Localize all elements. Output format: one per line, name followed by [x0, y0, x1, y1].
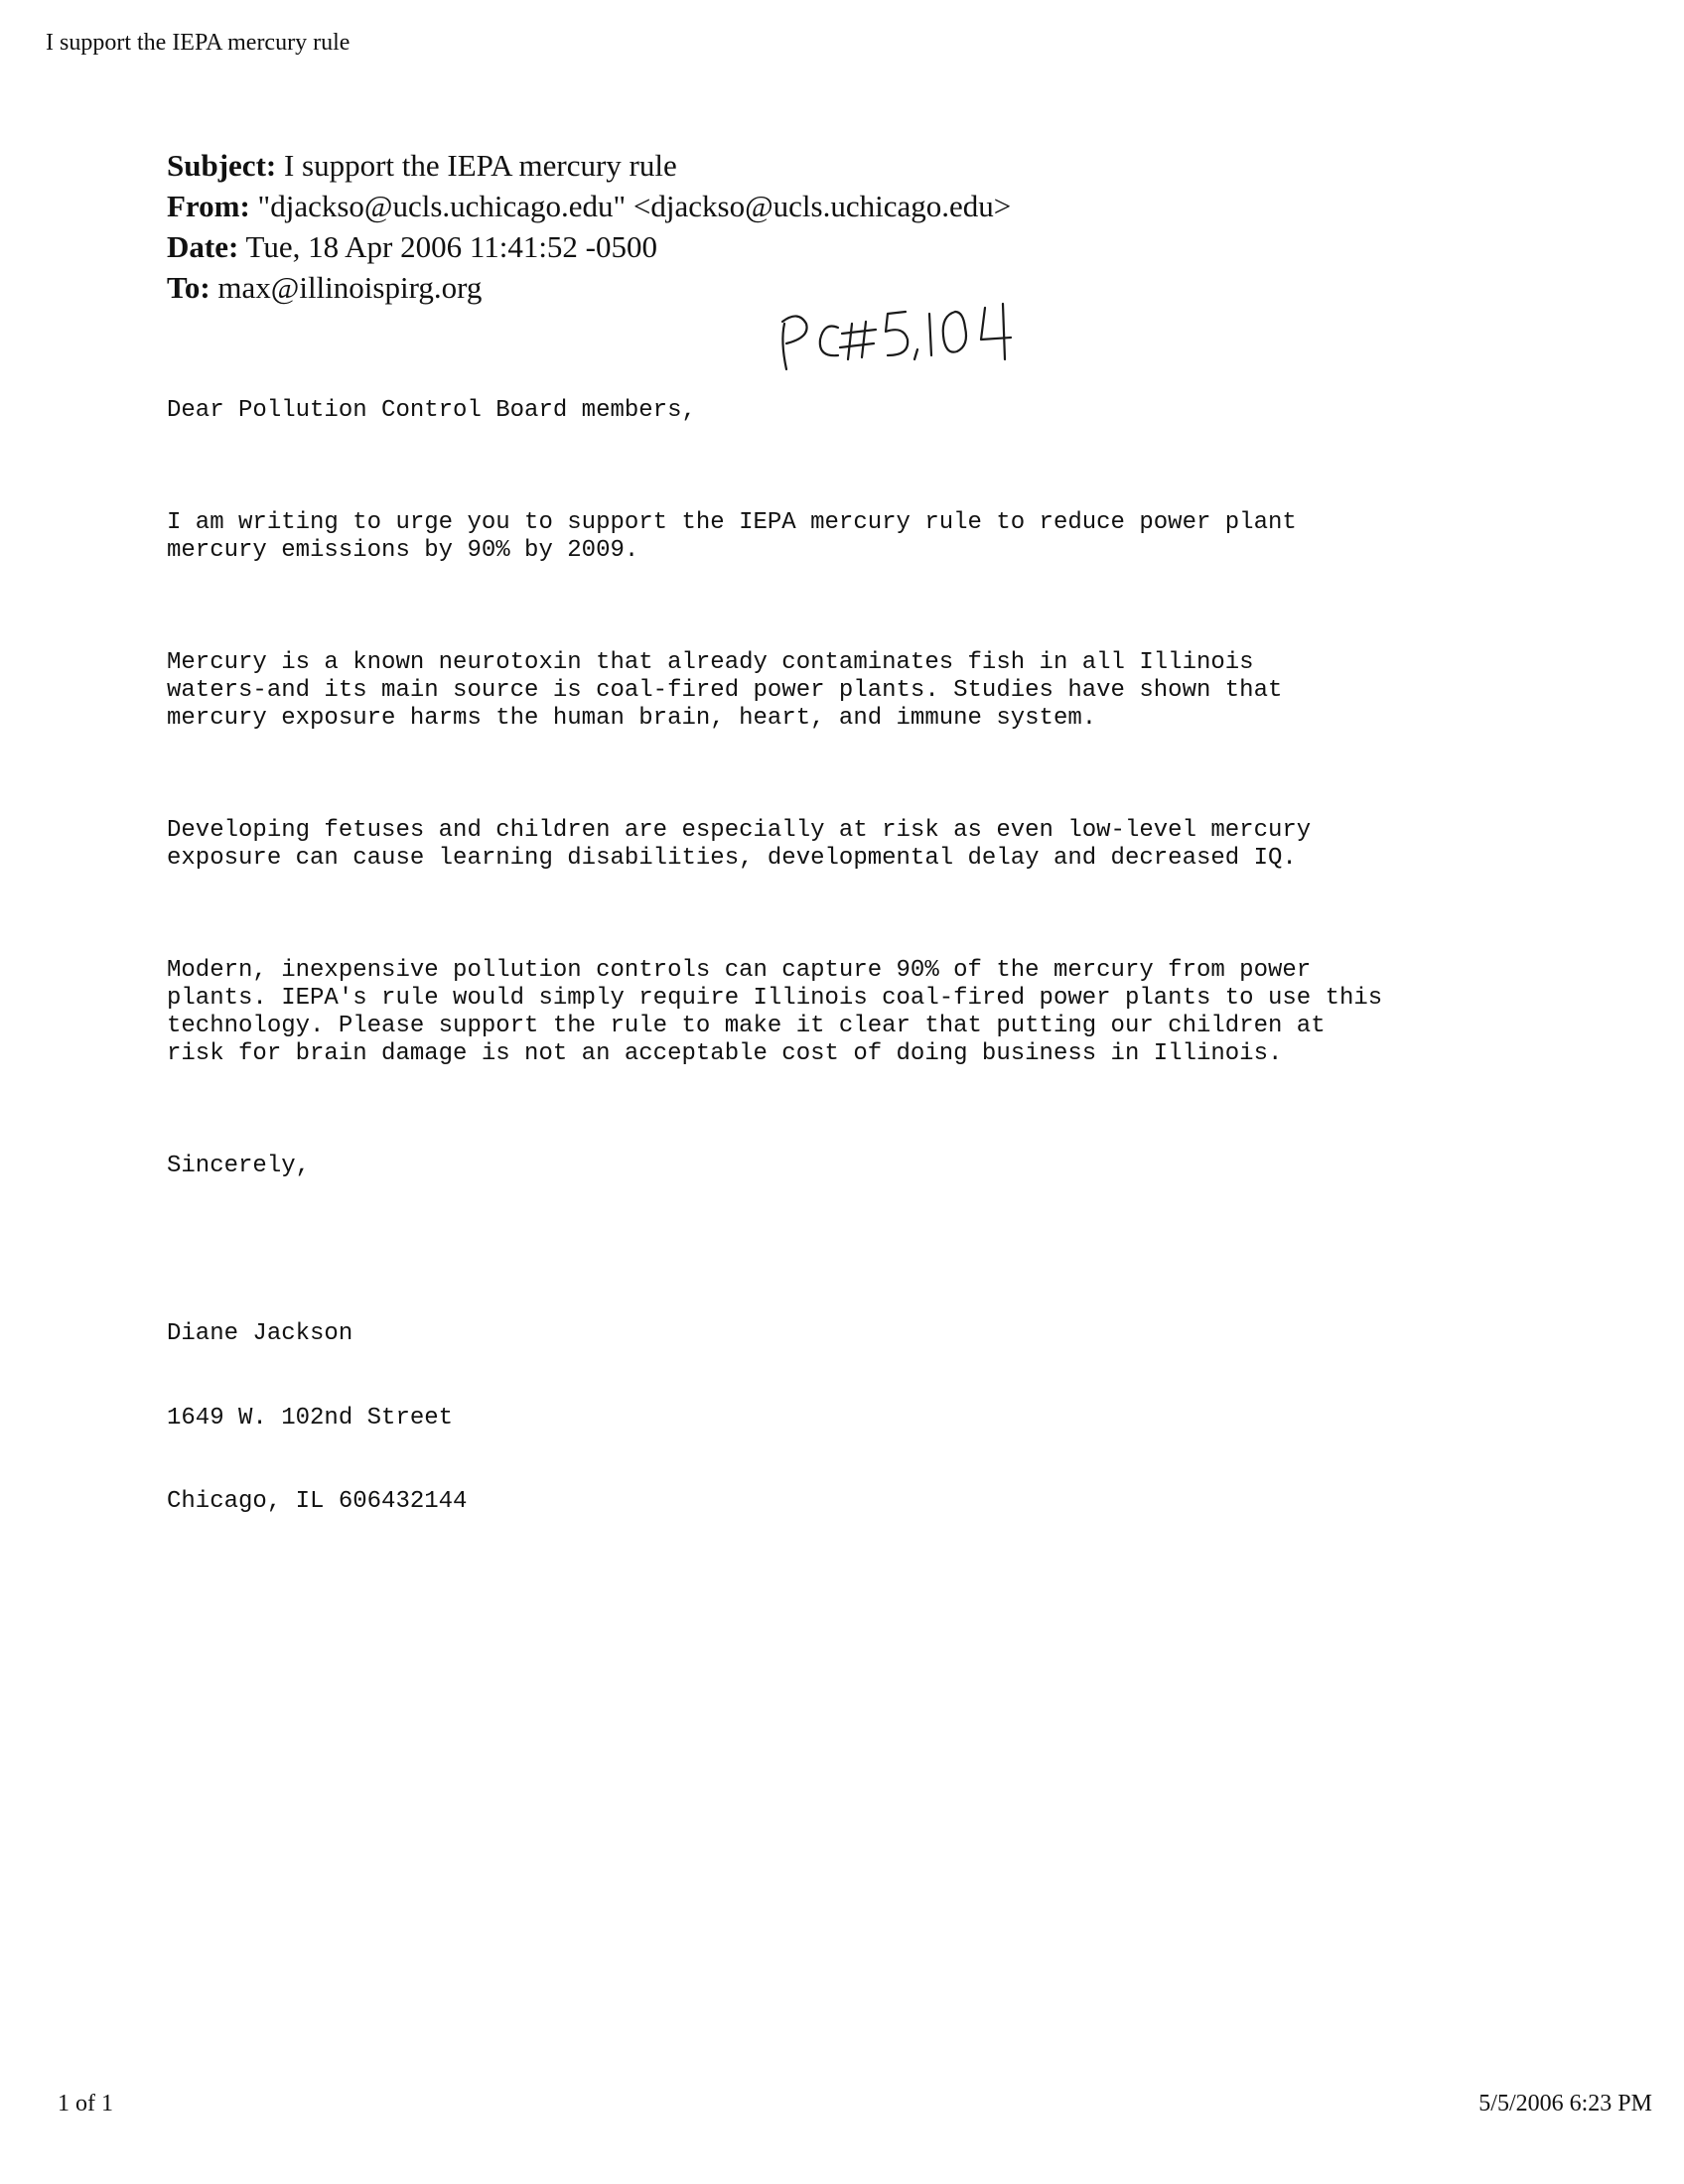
subject-value: I support the IEPA mercury rule [283, 148, 677, 183]
date-label: Date: [167, 229, 239, 264]
subject-label: Subject: [167, 148, 277, 183]
signature-city-zip: Chicago, IL 606432144 [167, 1488, 468, 1516]
email-body [167, 341, 1382, 1600]
from-label: From: [167, 189, 250, 223]
signature-street: 1649 W. 102nd Street [167, 1404, 454, 1432]
subject-row [167, 145, 1011, 186]
to-label: To: [167, 270, 210, 305]
page-number: 1 of 1 [58, 2091, 113, 2116]
email-headers [167, 145, 1011, 308]
closing: Sincerely, [167, 1152, 311, 1179]
to-value: max@illinoispirg.org [217, 270, 483, 305]
body-paragraph: Modern, inexpensive pollution controls can capture 90% of the mercury from power plants. IEPA's rule would simply require Illinois coal-fired power plants to use this technology. Please support the rule to make it clear that putting our children at risk for brain damage is not an acceptable cost of doing business in Illinois. [167, 956, 1383, 1068]
signature-name: Diane Jackson [167, 1319, 353, 1347]
body-paragraph: I am writing to urge you to support the IEPA mercury rule to reduce power plant mercury emissions by 90% by 2009. [167, 509, 1297, 565]
date-row [167, 226, 1011, 267]
body-paragraph: Developing fetuses and children are especially at risk as even low-level mercury exposure can cause learning disabilities, developmental delay and decreased IQ. [167, 816, 1312, 873]
body-paragraph: Mercury is a known neurotoxin that already contaminates fish in all Illinois waters-and its main source is coal-fired power plants. Studies have shown that mercury exposure harms the human brain, heart, and immune system. [167, 648, 1283, 733]
page-header-title: I support the IEPA mercury rule [46, 30, 351, 56]
from-row [167, 186, 1011, 226]
signature-block [167, 1264, 1382, 1571]
date-value: Tue, 18 Apr 2006 11:41:52 -0500 [245, 229, 658, 264]
print-timestamp: 5/5/2006 6:23 PM [1478, 2091, 1652, 2116]
from-value: "djackso@ucls.uchicago.edu" <djackso@ucls.uchicago.edu> [257, 189, 1012, 223]
greeting: Dear Pollution Control Board members, [167, 397, 696, 425]
